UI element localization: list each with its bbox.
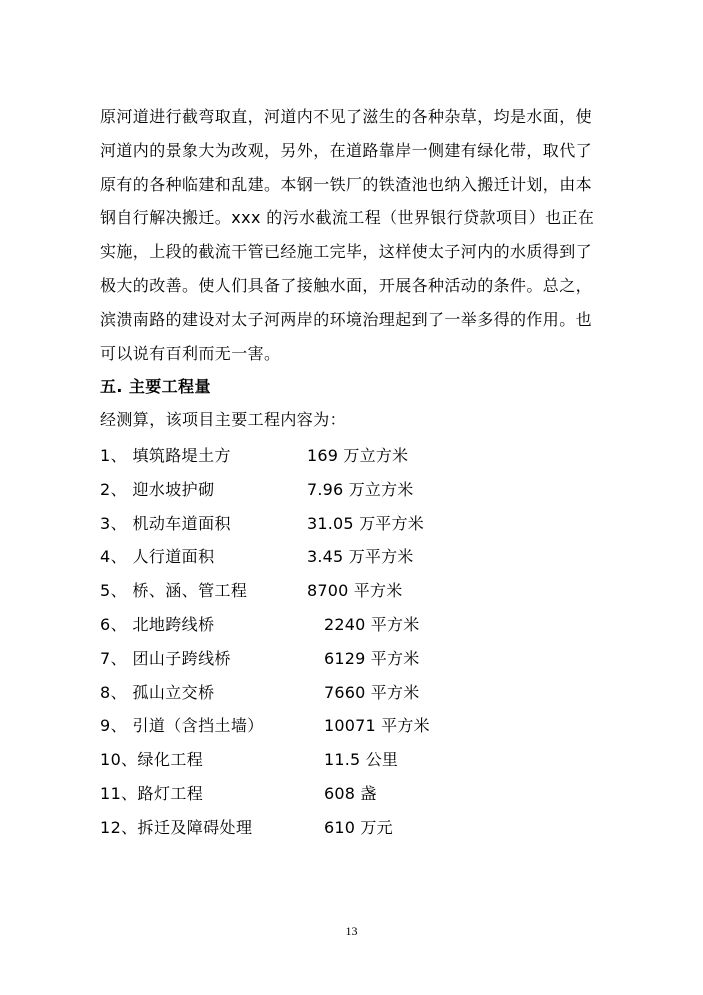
item-quantity: 3.45 万平方米	[307, 547, 414, 566]
item-label: 7、 团山子跨线桥	[100, 649, 231, 668]
item-quantity: 10071 平方米	[324, 716, 430, 735]
section-intro: 经测算，该项目主要工程内容为：	[100, 410, 347, 429]
item-label: 6、 北地跨线桥	[100, 615, 215, 634]
item-quantity: 11.5 公里	[324, 750, 399, 769]
quantity-item	[100, 818, 520, 840]
quantity-item	[100, 480, 520, 502]
item-label: 1、 填筑路堤土方	[100, 446, 231, 465]
item-label: 5、 桥、涵、管工程	[100, 581, 248, 600]
quantity-item	[100, 547, 520, 569]
item-quantity: 7.96 万立方米	[307, 480, 414, 499]
item-quantity: 6129 平方米	[324, 649, 420, 668]
quantity-item	[100, 514, 520, 536]
paragraph-line: 原河道进行截弯取直，河道内不见了滋生的各种杂草，均是水面，使	[100, 107, 593, 126]
paragraph-line: 河道内的景象大为改观，另外，在道路靠岸一侧建有绿化带，取代了	[100, 141, 593, 160]
quantity-item	[100, 581, 520, 603]
quantity-item	[100, 683, 520, 705]
item-quantity: 7660 平方米	[324, 683, 420, 702]
quantity-item	[100, 784, 520, 806]
quantity-item	[100, 649, 520, 671]
paragraph-line: 钢自行解决搬迁。xxx 的污水截流工程（世界银行贷款项目）也正在	[100, 208, 595, 227]
paragraph-line: 实施，上段的截流干管已经施工完毕，这样使太子河内的水质得到了	[100, 242, 593, 261]
paragraph-line: 极大的改善。使人们具备了接触水面，开展各种活动的条件。总之，	[100, 276, 593, 295]
quantity-item	[100, 615, 520, 637]
item-label: 2、 迎水坡护砌	[100, 480, 215, 499]
item-quantity: 608 盏	[324, 784, 377, 803]
item-label: 3、 机动车道面积	[100, 514, 231, 533]
item-quantity: 8700 平方米	[307, 581, 403, 600]
item-label: 11、路灯工程	[100, 784, 204, 803]
item-quantity: 169 万立方米	[307, 446, 409, 465]
page-number: 13	[345, 924, 358, 938]
item-quantity: 610 万元	[324, 818, 393, 837]
item-label: 10、绿化工程	[100, 750, 204, 769]
quantity-item	[100, 716, 520, 738]
item-quantity: 31.05 万平方米	[307, 514, 424, 533]
item-label: 9、 引道（含挡土墙）	[100, 716, 264, 735]
quantity-item	[100, 750, 520, 772]
paragraph-line: 滨溃南路的建设对太子河两岸的环境治理起到了一举多得的作用。也	[100, 310, 593, 329]
item-quantity: 2240 平方米	[324, 615, 420, 634]
paragraph-line: 原有的各种临建和乱建。本钢一铁厂的铁渣池也纳入搬迁计划，由本	[100, 175, 593, 194]
item-label: 8、 孤山立交桥	[100, 683, 215, 702]
quantity-item	[100, 446, 520, 468]
item-label: 4、 人行道面积	[100, 547, 215, 566]
item-label: 12、拆迁及障碍处理	[100, 818, 253, 837]
paragraph-line: 可以说有百利而无一害。	[100, 344, 281, 363]
section-heading: 五. 主要工程量	[100, 377, 211, 396]
